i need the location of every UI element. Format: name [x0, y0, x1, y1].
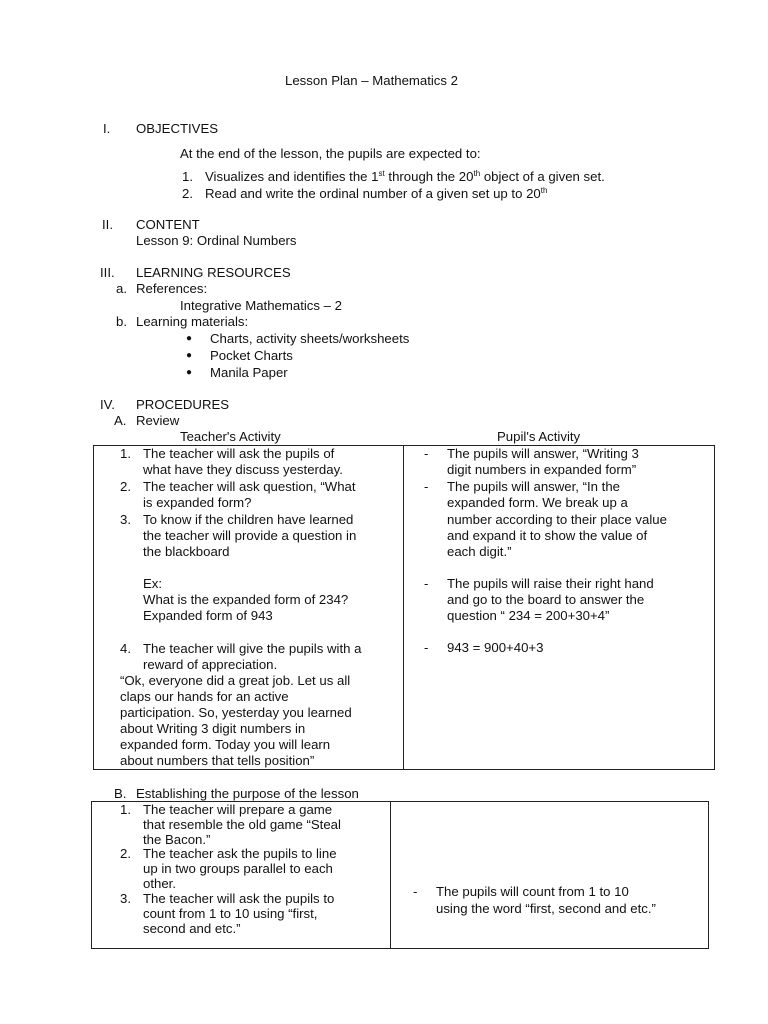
list-item: Ex:: [143, 576, 163, 591]
list-item: The teacher will prepare a game: [143, 802, 333, 817]
list-item: the Bacon.”: [143, 832, 211, 847]
list-item: the blackboard: [143, 544, 230, 559]
dash: -: [424, 479, 429, 494]
material-item: Pocket Charts: [210, 348, 293, 363]
list-item: second and etc.”: [143, 921, 241, 936]
references-label: a.: [116, 281, 127, 296]
resources-numeral: III.: [100, 265, 115, 280]
list-item: claps our hands for an active: [120, 689, 289, 704]
list-item: question “ 234 = 200+30+4”: [447, 608, 610, 623]
list-item: other.: [143, 876, 176, 891]
list-number: 2.: [120, 846, 131, 861]
list-number: 3.: [120, 891, 131, 906]
objectives-heading: OBJECTIVES: [136, 121, 219, 136]
list-item: The teacher will ask question, “What: [143, 479, 356, 494]
content-lesson: Lesson 9: Ordinal Numbers: [136, 233, 297, 248]
list-item: number according to their place value: [447, 512, 667, 527]
review-table: [93, 445, 715, 770]
dash: -: [424, 446, 429, 461]
list-item: The pupils will answer, “In the: [447, 479, 620, 494]
objective-2-number: 2.: [182, 186, 193, 201]
list-item: each digit.”: [447, 544, 512, 559]
materials-heading: Learning materials:: [136, 314, 249, 329]
list-item: using the word “first, second and etc.”: [436, 901, 656, 916]
bullet-icon: ●: [186, 367, 193, 378]
objective-1: Visualizes and identifies the 1st through the 20th object of a given set.: [205, 169, 605, 184]
list-item: The pupils will count from 1 to 10: [436, 884, 629, 899]
list-item: The pupils will answer, “Writing 3: [447, 446, 639, 461]
purpose-pupil-cell: [391, 802, 709, 949]
list-item: 943 = 900+40+3: [447, 640, 544, 655]
objective-2: Read and write the ordinal number of a given set up to 20th: [205, 186, 548, 201]
reference-item: Integrative Mathematics – 2: [180, 298, 342, 313]
list-item: expanded form. We break up a: [447, 495, 628, 510]
list-item: participation. So, yesterday you learned: [120, 705, 352, 720]
dash: -: [413, 884, 418, 899]
list-item: about numbers that tells position”: [120, 753, 315, 768]
list-number: 4.: [120, 641, 131, 656]
list-item: what have they discuss yesterday.: [143, 462, 343, 477]
review-heading: Review: [136, 413, 180, 428]
list-number: 1.: [120, 446, 131, 461]
bullet-icon: ●: [186, 350, 193, 361]
list-item: “Ok, everyone did a great job. Let us all: [120, 673, 351, 688]
pupil-activity-cell: [404, 446, 715, 770]
content-numeral: II.: [102, 217, 113, 232]
resources-heading: LEARNING RESOURCES: [136, 265, 291, 280]
list-item: is expanded form?: [143, 495, 252, 510]
list-item: Expanded form of 943: [143, 608, 273, 623]
objectives-intro: At the end of the lesson, the pupils are expected to:: [180, 146, 481, 161]
list-item: The teacher will give the pupils with a: [143, 641, 362, 656]
references-heading: References:: [136, 281, 208, 296]
content-heading: CONTENT: [136, 217, 200, 232]
purpose-label: B.: [114, 786, 127, 801]
purpose-heading: Establishing the purpose of the lesson: [136, 786, 359, 801]
list-item: To know if the children have learned: [143, 512, 354, 527]
list-item: and expand it to show the value of: [447, 528, 648, 543]
procedures-heading: PROCEDURES: [136, 397, 230, 412]
list-number: 2.: [120, 479, 131, 494]
list-number: 3.: [120, 512, 131, 527]
procedures-numeral: IV.: [100, 397, 115, 412]
teacher-activity-cell: [94, 446, 404, 770]
review-label: A.: [114, 413, 127, 428]
materials-label: b.: [116, 314, 127, 329]
list-item: expanded form. Today you will learn: [120, 737, 331, 752]
list-item: and go to the board to answer the: [447, 592, 645, 607]
dash: -: [424, 576, 429, 591]
list-item: up in two groups parallel to each: [143, 861, 333, 876]
material-item: Manila Paper: [210, 365, 288, 380]
page-title: Lesson Plan – Mathematics 2: [285, 73, 458, 88]
list-item: the teacher will provide a question in: [143, 528, 357, 543]
bullet-icon: ●: [186, 333, 193, 344]
purpose-table: [91, 801, 709, 949]
list-item: What is the expanded form of 234?: [143, 592, 349, 607]
list-item: The teacher ask the pupils to line: [143, 846, 337, 861]
purpose-teacher-cell: [92, 802, 391, 949]
list-item: about Writing 3 digit numbers in: [120, 721, 306, 736]
objectives-numeral: I.: [103, 121, 111, 136]
list-item: count from 1 to 10 using “first,: [143, 906, 318, 921]
pupil-activity-header: Pupil's Activity: [497, 429, 581, 444]
dash: -: [424, 640, 429, 655]
list-number: 1.: [120, 802, 131, 817]
list-item: The teacher will ask the pupils to: [143, 891, 335, 906]
list-item: reward of appreciation.: [143, 657, 278, 672]
teacher-activity-header: Teacher's Activity: [180, 429, 281, 444]
list-item: digit numbers in expanded form”: [447, 462, 637, 477]
objective-1-number: 1.: [182, 169, 193, 184]
list-item: The teacher will ask the pupils of: [143, 446, 335, 461]
list-item: that resemble the old game “Steal: [143, 817, 341, 832]
material-item: Charts, activity sheets/worksheets: [210, 331, 410, 346]
list-item: The pupils will raise their right hand: [447, 576, 654, 591]
